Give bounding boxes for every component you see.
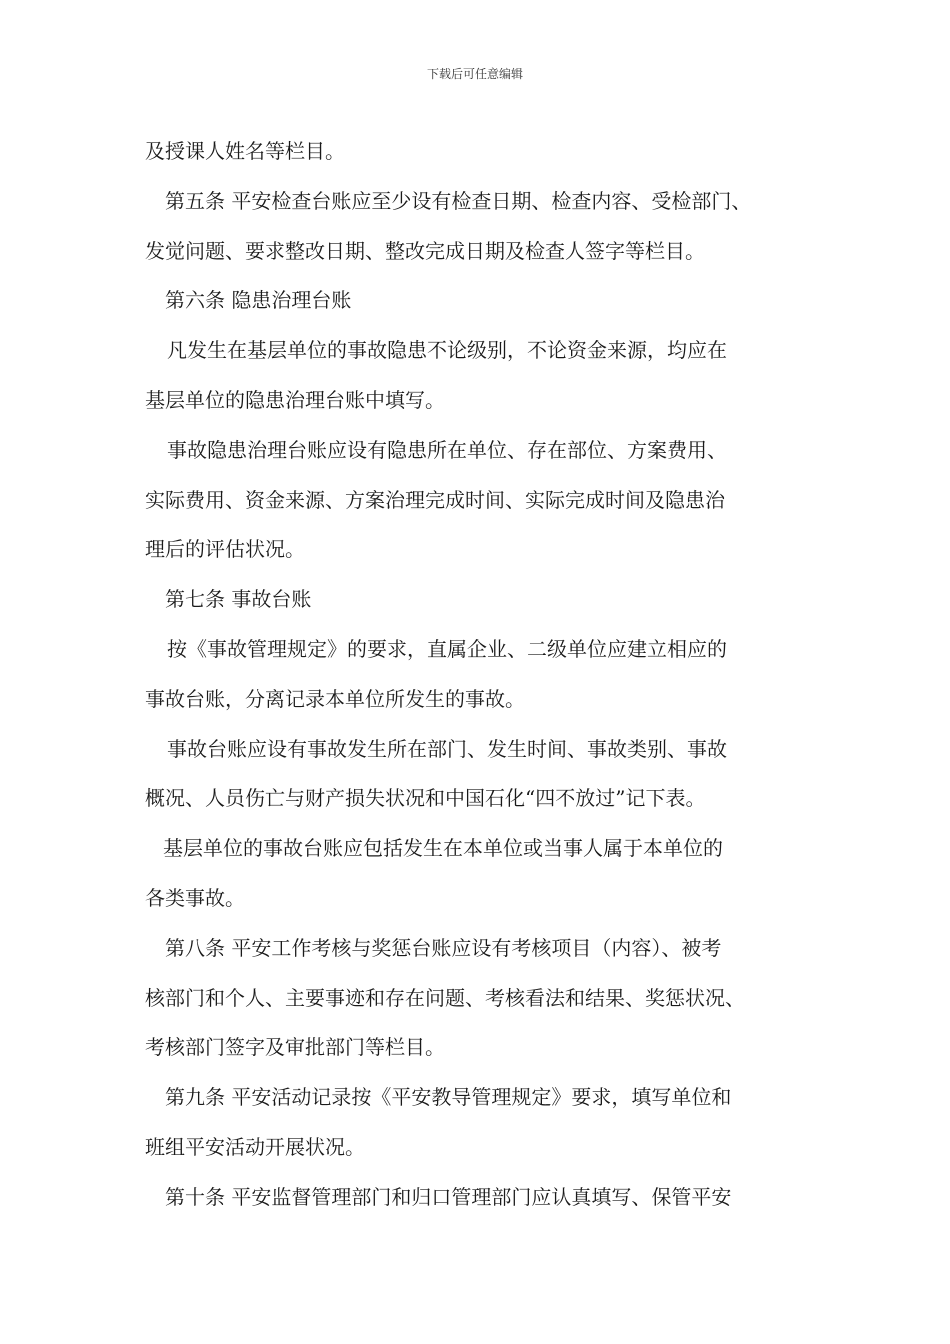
text-line: 基层单位的事故台账应包括发生在本单位或当事人属于本单位的 bbox=[163, 836, 723, 861]
text-line: 事故隐患治理台账应设有隐患所在单位、存在部位、方案费用、 bbox=[167, 437, 727, 462]
text-line: 第八条 平安工作考核与奖惩台账应设有考核项目（内容）、被考 bbox=[165, 935, 722, 960]
text-line: 事故台账应设有事故发生所在部门、发生时间、事故类别、事故 bbox=[167, 736, 727, 761]
text-line: 事故台账，分离记录本单位所发生的事故。 bbox=[145, 686, 525, 711]
text-line: 凡发生在基层单位的事故隐患不论级别，不论资金来源，均应在 bbox=[167, 338, 727, 363]
text-line: 第六条 隐患治理台账 bbox=[165, 288, 352, 313]
text-line: 第五条 平安检查台账应至少设有检查日期、检查内容、受检部门、 bbox=[165, 188, 752, 213]
text-line: 理后的评估状况。 bbox=[145, 537, 305, 562]
text-line: 第十条 平安监督管理部门和归口管理部门应认真填写、保管平安 bbox=[165, 1184, 732, 1209]
text-line: 及授课人姓名等栏目。 bbox=[145, 139, 345, 163]
document-body bbox=[145, 131, 825, 1227]
text-line: 按《事故管理规定》的要求，直属企业、二级单位应建立相应的 bbox=[167, 636, 727, 661]
text-line: 第七条 事故台账 bbox=[165, 587, 312, 612]
text-line: 发觉问题、要求整改日期、整改完成日期及检查人签字等栏目。 bbox=[145, 238, 705, 263]
text-line: 考核部门签字及审批部门等栏目。 bbox=[145, 1035, 445, 1060]
text-line: 班组平安活动开展状况。 bbox=[145, 1134, 365, 1159]
text-line: 概况、人员伤亡与财产损失状况和中国石化“四不放过”记下表。 bbox=[145, 786, 706, 811]
text-line: 核部门和个人、主要事迹和存在问题、考核看法和结果、奖惩状况、 bbox=[145, 985, 745, 1010]
text-line: 实际费用、资金来源、方案治理完成时间、实际完成时间及隐患治 bbox=[145, 487, 725, 512]
page-header: 下载后可任意编辑 bbox=[426, 67, 523, 81]
text-line: 基层单位的隐患治理台账中填写。 bbox=[145, 387, 445, 412]
text-line: 各类事故。 bbox=[145, 885, 245, 910]
text-line: 第九条 平安活动记录按《平安教导管理规定》要求，填写单位和 bbox=[165, 1085, 732, 1110]
